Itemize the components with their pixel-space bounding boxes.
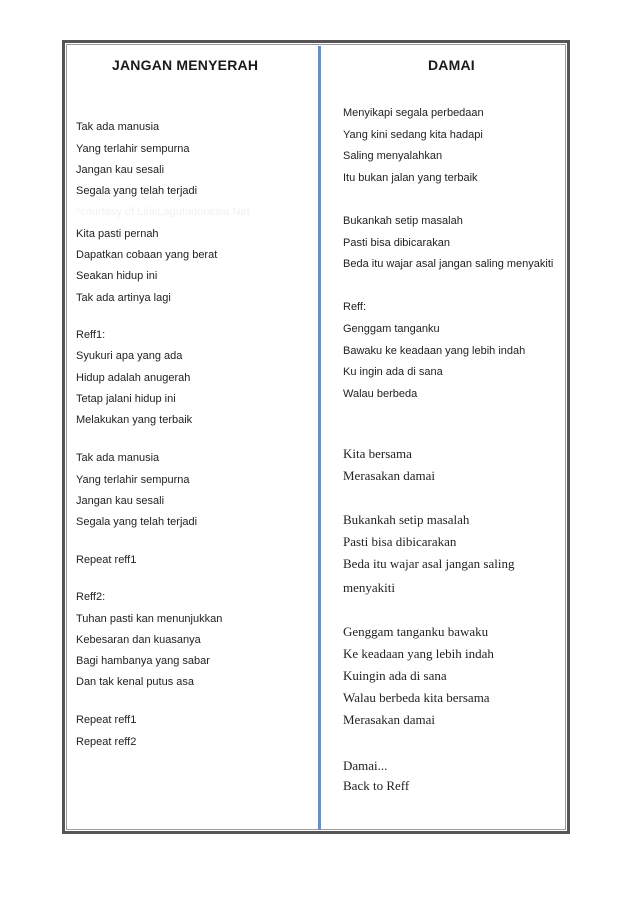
- lyric-line: Kita pasti pernah: [76, 228, 159, 240]
- lyric-line: Yang terlahir sempurna: [76, 143, 190, 155]
- lyric-line: Segala yang telah terjadi: [76, 516, 198, 528]
- lyric-line: Repeat reff2: [76, 736, 137, 748]
- song-title-left: JANGAN MENYERAH: [112, 57, 259, 73]
- lyric-line: menyakiti: [343, 580, 395, 595]
- watermark-text: *courtesy of LirikLaguIndonesia.Net: [76, 206, 250, 218]
- lyric-line: Tak ada manusia: [76, 452, 160, 464]
- lyric-line: Pasti bisa dibicarakan: [343, 534, 457, 549]
- lyric-line: Menyikapi segala perbedaan: [343, 107, 484, 119]
- lyric-line: Yang terlahir sempurna: [76, 474, 190, 486]
- lyric-line: Bukankah setip masalah: [343, 215, 463, 227]
- lyric-line: Saling menyalahkan: [343, 150, 443, 162]
- lyric-line: Bukankah setip masalah: [343, 512, 470, 527]
- lyric-line: Repeat reff1: [76, 714, 137, 726]
- lyric-line: Bagi hambanya yang sabar: [76, 655, 210, 667]
- lyric-line: Beda itu wajar asal jangan saling: [343, 556, 515, 571]
- lyric-line: Tak ada manusia: [76, 121, 160, 133]
- lyric-line: Ke keadaan yang lebih indah: [343, 646, 494, 661]
- lyric-line: Merasakan damai: [343, 712, 436, 727]
- lyric-line: Segala yang telah terjadi: [76, 185, 198, 197]
- column-divider: [318, 46, 321, 830]
- lyric-line: Melakukan yang terbaik: [76, 414, 193, 426]
- lyric-line: Walau berbeda kita bersama: [343, 690, 490, 705]
- lyric-line: Damai...: [343, 758, 388, 773]
- lyric-line: Tetap jalani hidup ini: [76, 393, 176, 405]
- lyric-line: Reff:: [343, 301, 367, 313]
- lyric-line: Seakan hidup ini: [76, 270, 158, 282]
- lyric-line: Reff2:: [76, 591, 106, 603]
- lyric-line: Itu bukan jalan yang terbaik: [343, 172, 478, 184]
- lyric-line: Merasakan damai: [343, 468, 436, 483]
- lyric-line: Genggam tanganku bawaku: [343, 624, 489, 639]
- lyric-line: Syukuri apa yang ada: [76, 350, 183, 362]
- lyric-line: Ku ingin ada di sana: [343, 366, 443, 378]
- lyric-line: Jangan kau sesali: [76, 495, 165, 507]
- lyric-line: Beda itu wajar asal jangan saling menyakiti: [343, 258, 554, 270]
- lyric-line: Genggam tanganku: [343, 323, 440, 335]
- lyric-line: Hidup adalah anugerah: [76, 372, 191, 384]
- lyric-line: Bawaku ke keadaan yang lebih indah: [343, 345, 526, 357]
- lyric-line: Kita bersama: [343, 446, 412, 461]
- lyric-line: Repeat reff1: [76, 554, 137, 566]
- lyric-line: Reff1:: [76, 329, 106, 341]
- lyric-line: Dapatkan cobaan yang berat: [76, 249, 218, 261]
- lyric-line: Back to Reff: [343, 778, 410, 793]
- lyric-line: Yang kini sedang kita hadapi: [343, 129, 483, 141]
- lyric-line: Jangan kau sesali: [76, 164, 165, 176]
- lyric-line: Pasti bisa dibicarakan: [343, 237, 451, 249]
- lyric-line: Tuhan pasti kan menunjukkan: [76, 613, 223, 625]
- lyric-line: Dan tak kenal putus asa: [76, 676, 195, 688]
- lyric-line: Kuingin ada di sana: [343, 668, 447, 683]
- song-title-right: DAMAI: [428, 57, 475, 73]
- lyric-line: Walau berbeda: [343, 388, 418, 400]
- lyric-line: Tak ada artinya lagi: [76, 292, 171, 304]
- lyric-line: Kebesaran dan kuasanya: [76, 634, 201, 646]
- document-inner-border: [66, 44, 566, 830]
